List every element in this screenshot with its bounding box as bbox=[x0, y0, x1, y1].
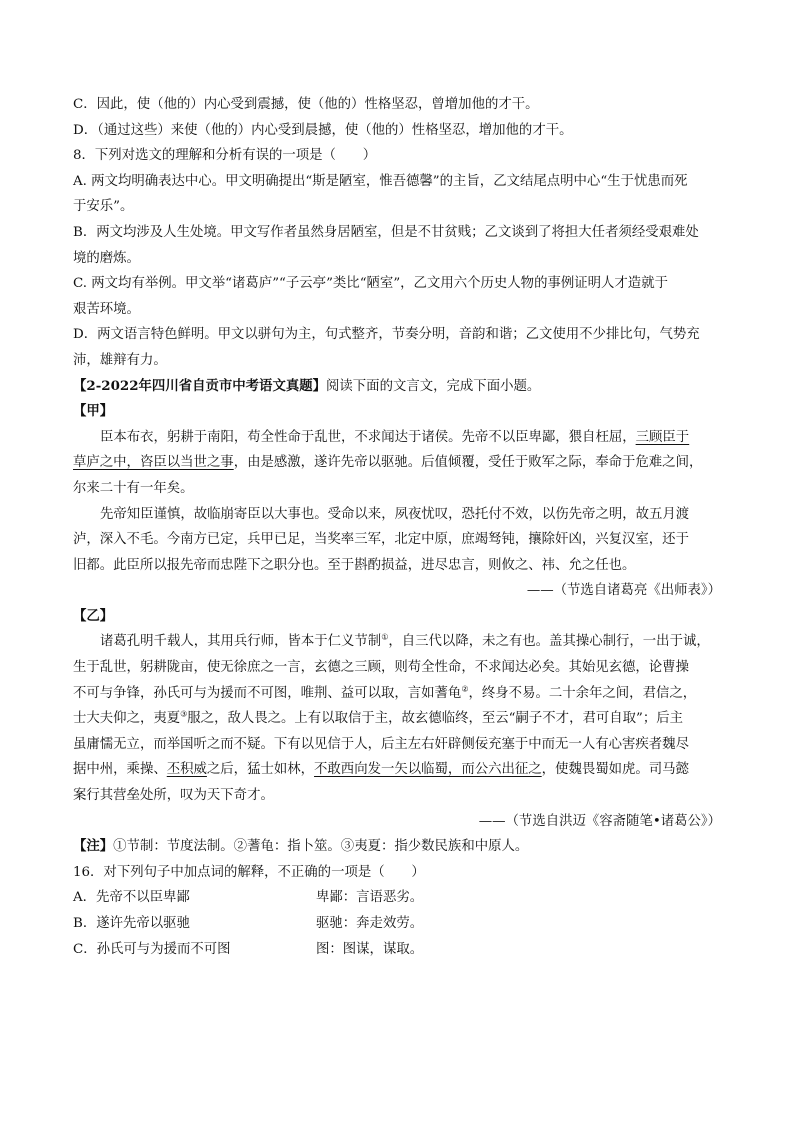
yi-line1-a: 诸葛孔明千载人，其用兵行师，皆本于仁义节制 bbox=[100, 634, 382, 650]
q16-option-c-gloss: 图：图谋，谋取。 bbox=[316, 941, 424, 957]
yi-label: 【乙】 bbox=[73, 607, 114, 624]
yi-line3-b: ，终身不易。二十余年之间，君信之， bbox=[468, 685, 697, 701]
q8-option-c-line2: 艰苦环境。 bbox=[73, 301, 140, 317]
jia-p1-line2 bbox=[73, 450, 721, 476]
q16-option-a bbox=[73, 885, 721, 911]
footnote-marker-3: ③ bbox=[180, 709, 188, 719]
q16-option-b-gloss: 驱驰：奔走效劳。 bbox=[316, 916, 424, 931]
jia-underlined-2: 草庐之中，咨臣以当世之事 bbox=[73, 455, 234, 471]
yi-line6-b: 之后，猛士如林， bbox=[206, 762, 315, 778]
yi-source: ——（节选自洪迈《容斋随笔•诸葛公》） bbox=[478, 813, 721, 829]
yi-underlined-2: 不敢西向发一矢以临蜀，而公六出征之 bbox=[314, 762, 542, 778]
note-text: ①节制：节度法制。②蓍龟：指卜筮。③夷夏：指少数民族和中原人。 bbox=[113, 839, 529, 855]
yi-line3-a: 不可与争锋，孙氏可与为援而不可图，唯荆、益可以取，言如蓍龟 bbox=[73, 685, 462, 701]
q16-option-c-sentence: C．孙氏可与为援而不可图 bbox=[73, 941, 231, 957]
yi-line6-c: ，使魏畏蜀如虎。司马懿 bbox=[541, 762, 689, 778]
q7-option-c: C．因此，使（他的）内心受到震撼，使（他的）性格坚忍，曾增加他的才干。 bbox=[73, 97, 539, 112]
jia-p2-line3: 旧都。此臣所以报先帝而忠陛下之职分也。至于斟酌损益，进尽忠言，则攸之、祎、允之任也。 bbox=[73, 557, 636, 573]
jia-p1-line3: 尔来二十有一年矣。 bbox=[73, 480, 194, 496]
q8-stem: 8．下列对选文的理解和分析有误的一项是（ ） bbox=[73, 148, 377, 164]
q16-option-a-gloss: 卑鄙：言语恶劣。 bbox=[316, 890, 424, 906]
yi-line4-a: 士大夫仰之，夷夏 bbox=[73, 711, 181, 727]
footnote-marker-1: ① bbox=[381, 633, 389, 642]
q8-option-a-line2: 于安乐”。 bbox=[73, 199, 134, 215]
q7-option-d: D．（通过这些）来使（他的）内心受到晨撼，使（他的）性格坚忍，增加他的才干。 bbox=[73, 122, 573, 138]
footnote-marker-2: ② bbox=[461, 684, 469, 694]
jia-source: ——（节选自诸葛亮《出师表》） bbox=[526, 583, 721, 599]
note-line bbox=[73, 834, 721, 860]
q8-option-c-line1: C. 两文均有举例。甲文举“诸葛庐”“子云亭”类比“陋室”，乙文用六个历史人物的事例证明人才造就于 bbox=[73, 276, 668, 292]
q16-option-b bbox=[73, 911, 721, 937]
yi-line4-b: 服之，敌人畏之。上有以取信于主，故玄德临终，至云“嗣子不才，君可自取”；后主 bbox=[187, 711, 684, 727]
q8-option-d-line1: D．两文语言特色鲜明。甲文以骈句为主，句式整齐，节奏分明，音韵和谐；乙文使用不少排比句，气势充 bbox=[73, 327, 700, 343]
jia-p1-line2-text: ，由是感激，遂许先帝以驱驰。后值倾覆，受任于败军之际，奉命于危难之间， bbox=[233, 455, 703, 471]
yi-line6-a: 据中州，乘操、 bbox=[73, 762, 167, 778]
yi-line4 bbox=[73, 706, 721, 732]
jia-underlined-1: 三顾臣于 bbox=[635, 429, 690, 445]
section-heading: 【2-2022年四川省自贡市中考语文真题】 bbox=[73, 377, 327, 394]
jia-p1-line1-text: 臣本布衣，躬耕于南阳，苟全性命于乱世，不求闻达于诸侯。先帝不以臣卑鄙，猥自枉屈， bbox=[100, 429, 636, 445]
yi-line1 bbox=[73, 629, 721, 655]
yi-line3 bbox=[73, 681, 721, 707]
document-page bbox=[73, 92, 721, 962]
q16-option-b-sentence: B．遂许先帝以驱驰 bbox=[73, 916, 190, 931]
q8-option-b-line2: 境的磨炼。 bbox=[73, 250, 140, 266]
yi-line6 bbox=[73, 757, 721, 783]
q16-option-c bbox=[73, 937, 721, 963]
jia-label: 【甲】 bbox=[73, 403, 114, 420]
note-label: 【注】 bbox=[73, 838, 114, 855]
section-heading-line bbox=[73, 374, 721, 400]
yi-line2: 生于乱世，躬耕陇亩，使无徐庶之一言，玄德之三顾，则苟全性命，不求闻达必矣。其始见玄德，论曹操 bbox=[73, 660, 689, 676]
q8-option-a-line1: A. 两文均明确表达中心。甲文明确提出“斯是陋室，惟吾德馨”的主旨，乙文结尾点明中心“生于忧患而死 bbox=[73, 173, 688, 189]
yi-line5: 虽庸懦无立，而举国听之而不疑。下有以见信于人，后主左右奸辟侧佞充塞于中而无一人有心害疾者魏尽 bbox=[73, 736, 689, 752]
q16-option-a-sentence: A．先帝不以臣卑鄙 bbox=[73, 890, 190, 906]
jia-p1-line1 bbox=[73, 425, 721, 451]
q8-option-b-line1: B．两文均涉及人生处境。甲文写作者虽然身居陋室，但是不甘贫贱；乙文谈到了将担大任者须经受艰难处 bbox=[73, 224, 699, 240]
section-instruction: 阅读下面的文言文，完成下面小题。 bbox=[326, 378, 541, 394]
yi-line7: 案行其营垒处所，叹为天下奇才。 bbox=[73, 788, 274, 804]
q8-option-d-line2: 沛，雄辩有力。 bbox=[73, 352, 167, 368]
jia-p2-line1: 先帝知臣谨慎，故临崩寄臣以大事也。受命以来，夙夜忧叹，恐托付不效，以伤先帝之明，故五月渡 bbox=[100, 506, 690, 522]
yi-underlined-1: 丕积威 bbox=[166, 762, 207, 778]
q16-stem: 16．对下列句子中加点词的解释，不正确的一项是（ ） bbox=[73, 864, 425, 880]
jia-p2-line2: 泸，深入不毛。今南方已定，兵甲已足，当奖率三军，北定中原，庶竭驽钝，攘除奸凶，兴复汉室，还于 bbox=[73, 532, 689, 548]
yi-line1-b: ，自三代以降，未之有也。盖其操心制行，一出于诚， bbox=[388, 634, 710, 650]
